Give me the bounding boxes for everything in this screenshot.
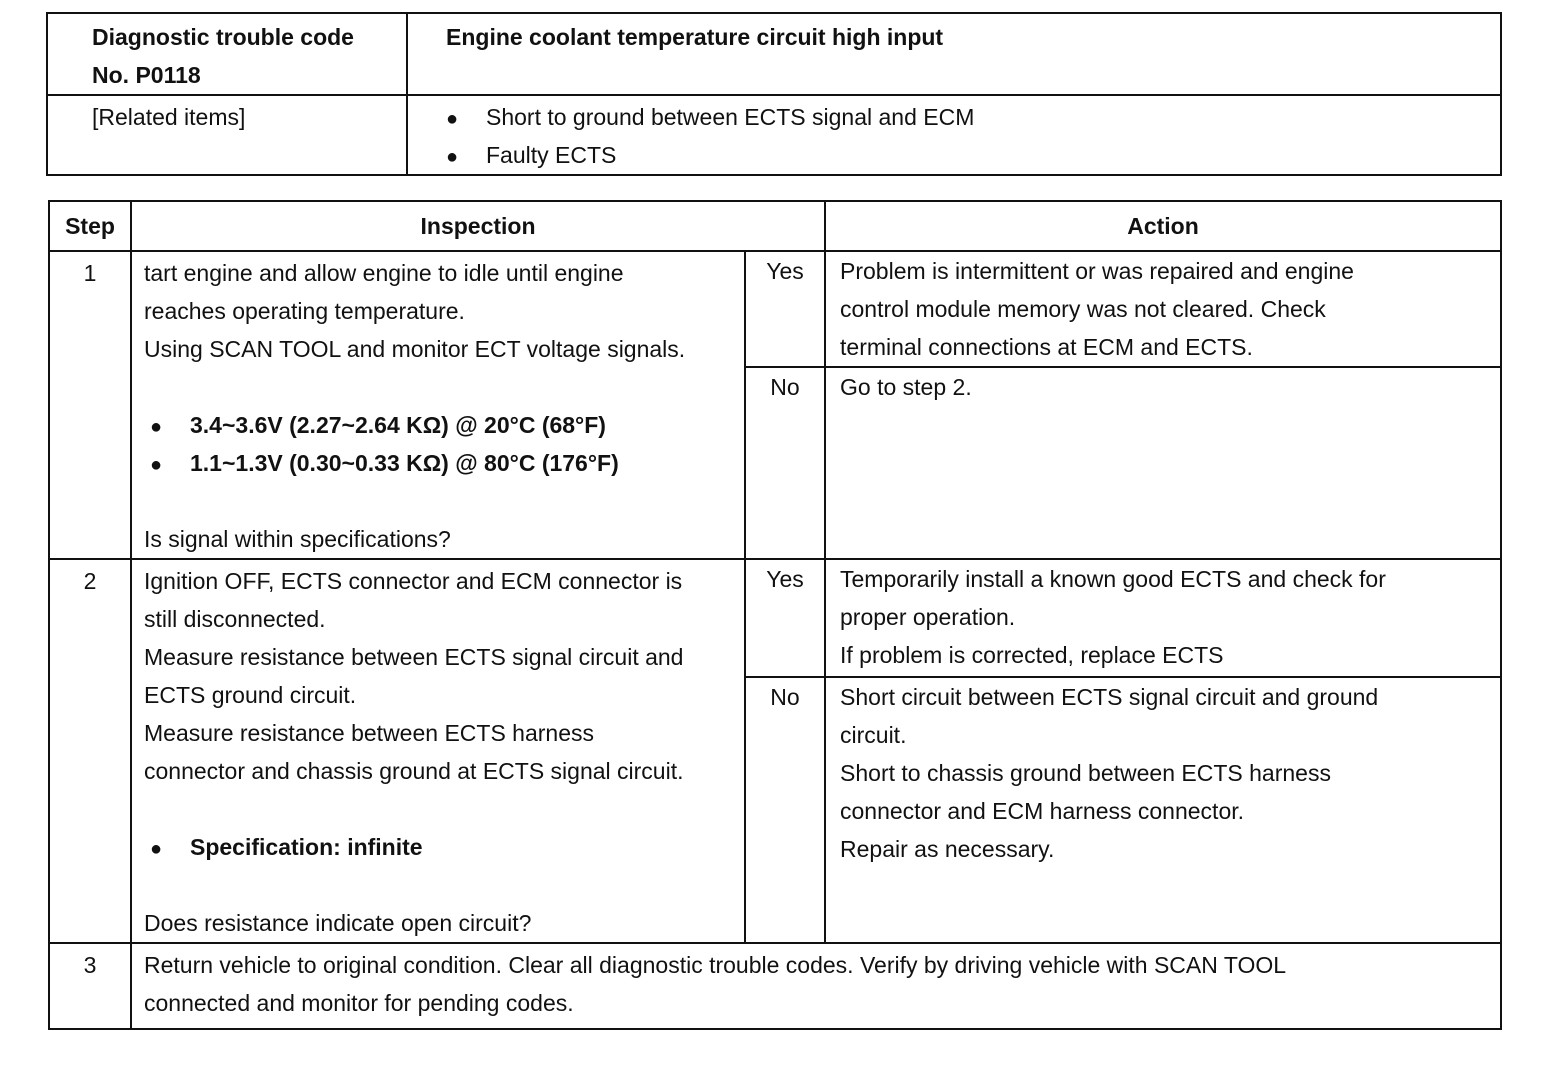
action-line: If problem is corrected, replace ECTS [840,642,1224,668]
action-line: Go to step 2. [840,374,972,400]
action-line: Repair as necessary. [840,836,1055,863]
action-line: proper operation. [840,604,1016,630]
inspection-line: Ignition OFF, ECTS connector and ECM connector is [144,568,683,594]
dtc-title-cell [407,13,1501,95]
step-text-cell [131,943,1501,1029]
yes-label: Yes [766,258,804,284]
action-line: Short circuit between ECTS signal circuit and ground [840,684,1379,711]
step-row-1 [49,251,1501,367]
step-inspection-cell [131,251,745,559]
spec-bullet: ● 1.1~1.3V (0.30~0.33 KΩ) @ 80°C (176°F) [144,444,744,482]
dtc-header-table [46,12,1502,176]
inspection-line: connector and chassis ground at ECTS signal circuit. [144,758,684,784]
inspection-line: Measure resistance between ECTS signal circuit and [144,644,684,670]
inspection-line: Measure resistance between ECTS harness [144,720,594,746]
no-label-cell [745,677,825,943]
inspection-line: ECTS ground circuit. [144,682,357,708]
dtc-label-line2: No. P0118 [92,62,201,88]
action-line: control module memory was not cleared. Check [840,296,1326,322]
related-items-cell [407,95,1501,175]
action-line: Temporarily install a known good ECTS and check for [840,566,1386,592]
dtc-label-line1: Diagnostic trouble code [92,24,354,50]
step-number: 2 [83,568,97,594]
related-item: ● Faulty ECTS [446,136,1500,174]
yes-label-cell [745,559,825,677]
no-action-cell [825,677,1501,943]
yes-label-cell [745,251,825,367]
action-line: circuit. [840,722,907,749]
related-items-label: [Related items] [92,104,246,130]
step-text-line: connected and monitor for pending codes. [144,990,574,1016]
yes-label: Yes [766,566,804,592]
step-number: 1 [83,260,97,286]
no-label: No [770,684,800,711]
related-label-cell [47,95,407,175]
inspection-line: Using SCAN TOOL and monitor ECT voltage signals. [144,336,686,362]
column-header-action: Action [825,201,1501,251]
no-label-cell [745,367,825,559]
inspection-line: reaches operating temperature. [144,298,465,324]
spec-bullet: ● Specification: infinite [144,828,744,866]
action-line: Problem is intermittent or was repaired and engine [840,258,1354,284]
diagnostic-steps-table [48,200,1502,1030]
related-item: ● Short to ground between ECTS signal and ECM [446,98,1500,136]
step-inspection-cell [131,559,745,943]
yes-action-cell [825,559,1501,677]
step-row-2 [49,559,1501,677]
no-label: No [770,374,800,400]
dtc-title: Engine coolant temperature circuit high input [446,24,944,50]
no-action-cell [825,367,1501,559]
step-number-cell [49,943,131,1029]
step-row-3 [49,943,1501,1029]
column-header-inspection: Inspection [131,201,825,251]
action-line: Short to chassis ground between ECTS harness [840,760,1331,787]
inspection-line: tart engine and allow engine to idle until engine [144,260,624,286]
step-number: 3 [83,952,97,978]
step-number-cell [49,251,131,559]
column-header-step: Step [49,201,131,251]
inspection-question: Is signal within specifications? [144,526,451,552]
inspection-question: Does resistance indicate open circuit? [144,910,532,936]
yes-action-cell [825,251,1501,367]
spec-bullet: ● 3.4~3.6V (2.27~2.64 KΩ) @ 20°C (68°F) [144,406,744,444]
dtc-label-cell [47,13,407,95]
step-text-line: Return vehicle to original condition. Clear all diagnostic trouble codes. Verify by driving vehicle with SCAN TOOL [144,952,1287,978]
inspection-line: still disconnected. [144,606,326,632]
action-line: connector and ECM harness connector. [840,798,1245,825]
action-line: terminal connections at ECM and ECTS. [840,334,1253,360]
step-number-cell [49,559,131,943]
